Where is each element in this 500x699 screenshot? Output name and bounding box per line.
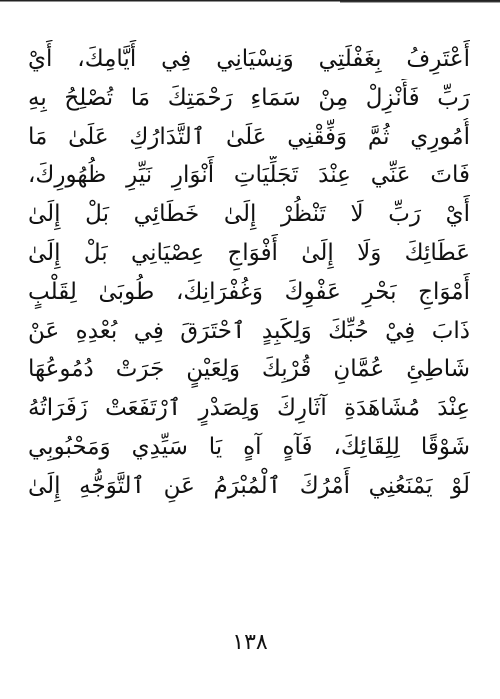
text-line: رَبِّ فَأَنْزِلْ مِنْ سَمَاءِ رَحْمَتِكَ مَا تُصْلِحُ بِهِ <box>28 84 470 111</box>
text-line: شَوْقًا لِلِقَائِكَ، فَآهٍ آهٍ يَا سَيِّدِي وَمَحْبُوبِي <box>28 433 470 460</box>
text-line: فَاتَ عَنِّي عِنْدَ تَجَلِّيَاتِ أَنْوَارِ نَيِّرِ ظُهُورِكَ، <box>28 162 470 189</box>
text-line: أَعْتَرِفُ بِغَفْلَتِي وَنِسْيَانِي فِي أَيَّامِكَ، أَيْ <box>28 46 470 72</box>
text-line: ذَابَ فِيْ حُبِّكَ وَلِكَبِدٍ ٱحْتَرَقَ فِي بُعْدِهِ عَنْ <box>28 317 470 344</box>
text-line: عَطَائِكَ وَلَا إِلَىٰ أَفْوَاجِ عِصْيَانِي بَلْ إِلَىٰ <box>28 239 470 266</box>
text-line: شَاطِئِ عُمَّانِ قُرْبِكَ وَلِعَيْنٍ جَرَتْ دُمُوعُهَا <box>28 356 470 383</box>
text-line: عِنْدَ مُشَاهَدَةِ آثَارِكَ وَلِصَدْرٍ ٱرْتَفَعَتْ زَفَرَاتُهُ <box>28 395 470 422</box>
text-line: أَمْوَاجِ بَحْرِ عَفْوِكَ وَغُفْرَانِكَ، طُوبَىٰ لِقَلْبٍ <box>28 278 470 305</box>
page-number: ١٣٨ <box>232 630 268 655</box>
text-line: أُمُورِي ثُمَّ وَفِّقْنِي عَلَىٰ ٱلتَّدَارُكِ عَلَىٰ مَا <box>28 123 470 150</box>
prayer-text <box>28 40 470 506</box>
text-line: أَيْ رَبِّ لَا تَنْظُرْ إِلَىٰ خَطَائِي بَلْ إِلَىٰ <box>28 201 470 228</box>
text-line: لَوْ يَمْنَعُنِي أَمْرُكَ ٱلْمُبْرَمُ عَنِ ٱلتَّوَجُّهِ إِلَىٰ <box>28 472 470 499</box>
top-edge-rule <box>0 0 500 5</box>
